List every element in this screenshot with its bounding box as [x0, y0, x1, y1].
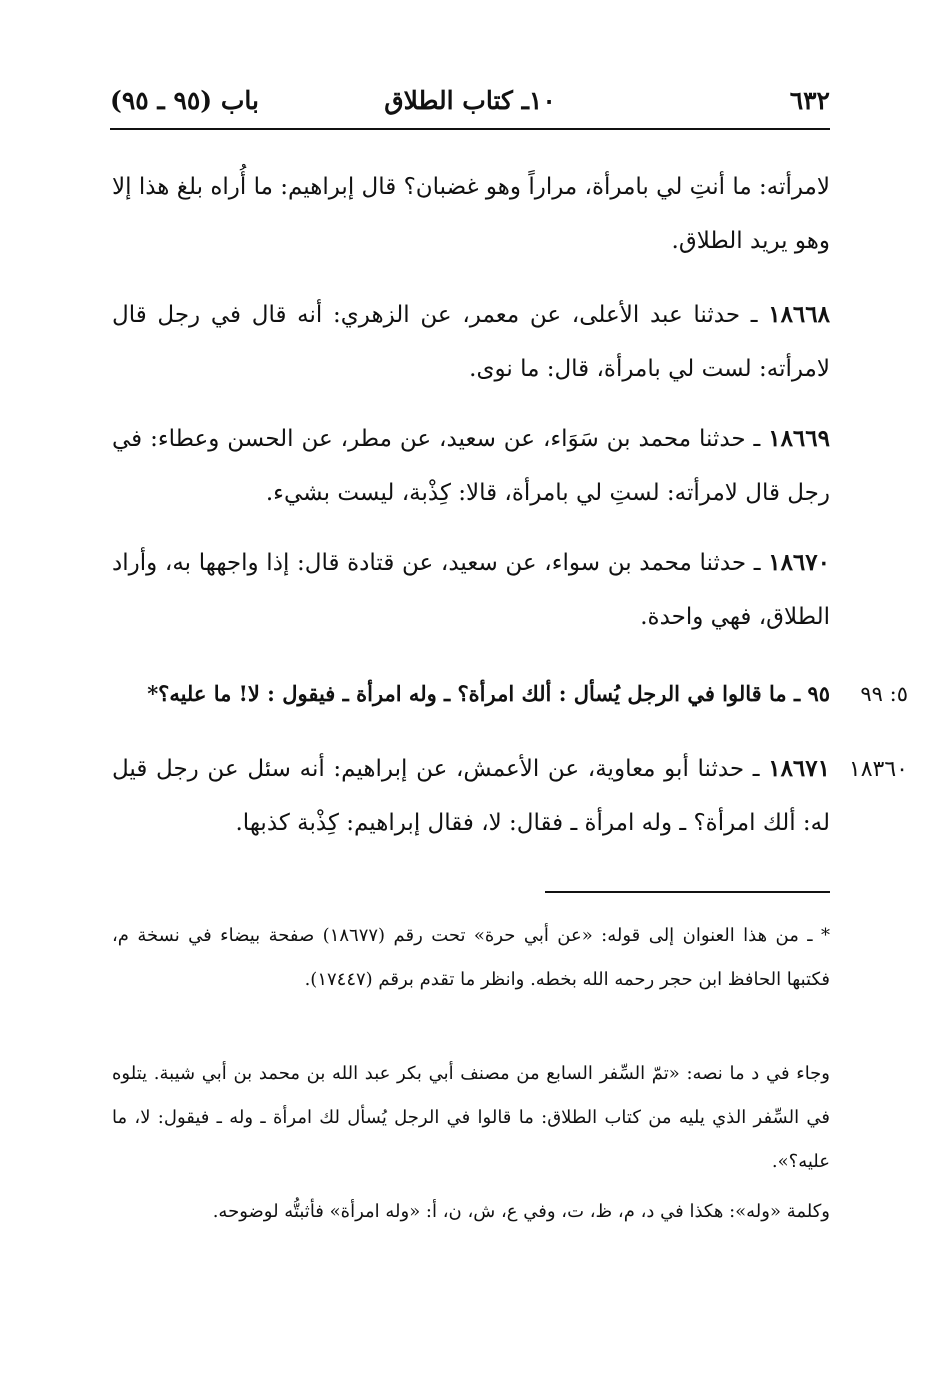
- hadith-entry-18668: [112, 288, 830, 396]
- footnote-divider: [545, 891, 830, 893]
- entry-margin-reference: ١٨٣٦٠: [848, 757, 908, 782]
- chapter-heading: ٩٥ ـ ما قالوا في الرجل يُسأل : ألك امرأة؟ ـ وله امرأة ـ فيقول : لا! ما عليه؟*: [147, 681, 830, 706]
- footnote-3: وكلمة «وله»: هكذا في د، م، ظ، ت، وفي ع، ش، ن، أ: «وله امرأة» فأثبتُّه لوضوحه.: [212, 1201, 830, 1222]
- hadith-number: ١٨٦٧١: [768, 755, 830, 782]
- hadith-text: ـ حدثنا محمد بن سَوَاء، عن سعيد، عن مطر، عن الحسن وعطاء: في رجل قال لامرأته: لستِ لي بامرأة، قالا: كِذْبة، ليست بشيء.: [112, 426, 830, 506]
- hadith-number: ١٨٦٧٠: [768, 549, 830, 576]
- hadith-text: ـ حدثنا عبد الأعلى، عن معمر، عن الزهري: أنه قال في رجل قال لامرأته: لست لي بامرأة، قال: ما نوى.: [112, 302, 830, 382]
- hadith-number: ١٨٦٦٩: [768, 425, 830, 452]
- page-number: ٦٣٢: [789, 86, 830, 115]
- book-title: ١٠ـ كتاب الطلاق: [384, 86, 556, 115]
- section-label: باب (٩٥ ـ ٩٥): [110, 86, 259, 115]
- hadith-entry-18671: [112, 742, 830, 850]
- hadith-number: ١٨٦٦٨: [768, 301, 830, 328]
- hadith-text: ـ حدثنا محمد بن سواء، عن سعيد، عن قتادة قال: إذا واجهها به، وأراد الطلاق، فهي واحدة.: [112, 550, 830, 630]
- running-header: [110, 80, 830, 130]
- chapter-margin-reference: ٥: ٩٩: [860, 682, 908, 706]
- hadith-text: ـ حدثنا أبو معاوية، عن الأعمش، عن إبراهيم: أنه سئل عن رجل قيل له: ألك امرأة؟ ـ وله امرأة ـ فقال: لا، فقال إبراهيم: كِذْبة كذبها.: [112, 756, 830, 836]
- hadith-entry-18669: [112, 412, 830, 520]
- footnote-1: * ـ من هذا العنوان إلى قوله: «عن أبي حرة» تحت رقم (١٨٦٧٧) صفحة بيضاء في نسخة م، فكتبها الحافظ ابن حجر رحمه الله بخطه. وانظر ما تقدم برقم (١٧٤٤٧).: [112, 925, 830, 990]
- hadith-entry-18670: [112, 536, 830, 644]
- continuation-paragraph: لامرأته: ما أنتِ لي بامرأة، مراراً وهو غضبان؟ قال إبراهيم: ما أُراه بلغ هذا إلا وهو يريد الطلاق.: [112, 174, 830, 254]
- footnote-2: وجاء في د ما نصه: «تمّ السِّفر السابع من مصنف أبي بكر عبد الله بن محمد بن أبي شيبة. يتلوه في السِّفر الذي يليه من كتاب الطلاق: ما قالوا في الرجل يُسأل لك امرأة ـ وله ـ فيقول: لا، ما عليه؟».: [112, 1063, 830, 1172]
